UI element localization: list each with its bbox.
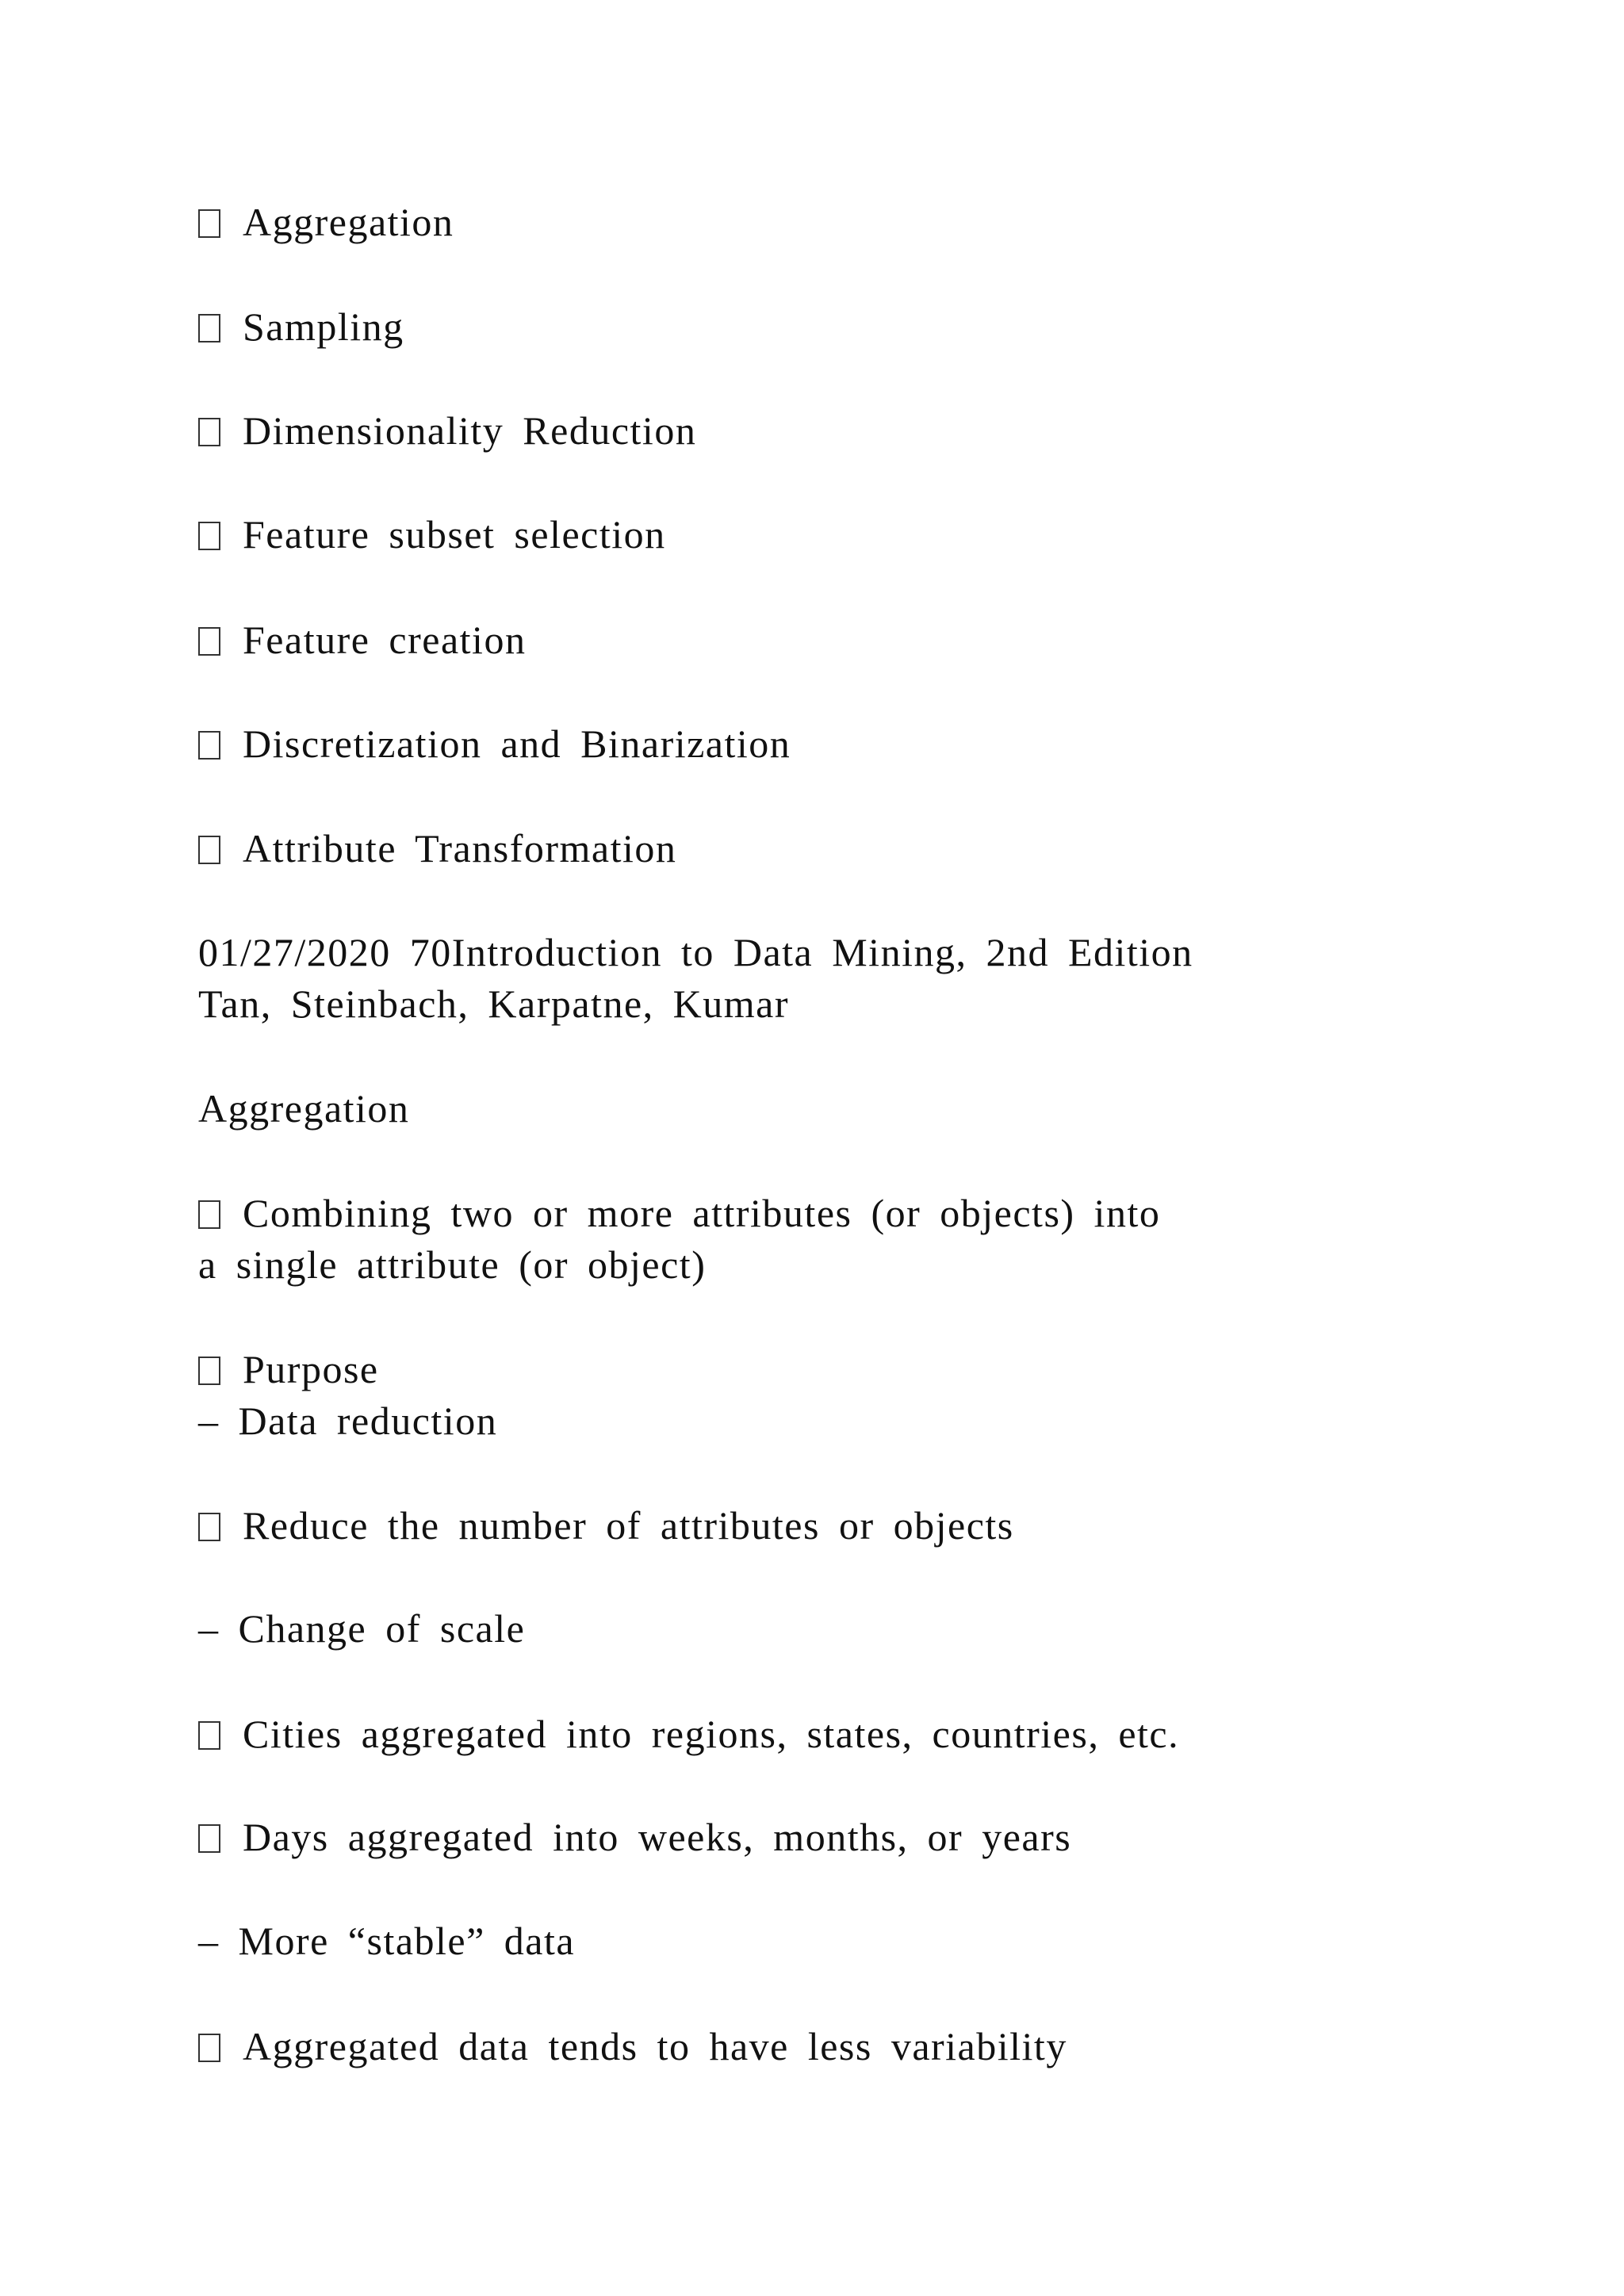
bullet-text: Purpose [243,1347,379,1391]
footer-line-2: Tan, Steinbach, Karpatne, Kumar [198,982,789,1026]
dash-item-change-of-scale: – Change of scale [198,1606,526,1651]
bullet-text: Sampling [243,304,404,349]
bullet-box-icon [198,522,220,550]
footer-line-1: 01/27/2020 70Introduction to Data Mining, 2nd Edition [198,930,1193,974]
bullet-item-aggregation [198,197,454,247]
bullet-box-icon [198,731,220,760]
bullet-item-feature-subset-selection [198,509,666,560]
bullet-text: Reduce the number of attributes or objects [243,1503,1014,1548]
bullet-text: Feature subset selection [243,512,666,557]
bullet-text: Combining two or more attributes (or objects) into [243,1191,1161,1235]
bullet-item-variability [198,2021,1067,2072]
bullet-text: Feature creation [243,618,527,662]
bullet-item-days [198,1812,1071,1862]
bullet-box-icon [198,1824,220,1853]
bullet-item-cities [198,1709,1179,1759]
bullet-item-dimensionality-reduction [198,405,696,456]
bullet-box-icon [198,418,220,446]
bullet-item-purpose [198,1344,379,1395]
dash-item-stable-data: – More “stable” data [198,1919,576,1963]
bullet-text: Attribute Transformation [243,826,677,871]
bullet-item-sampling [198,301,404,352]
bullet-box-icon [198,314,220,342]
bullet-item-attribute-transformation [198,823,676,874]
dash-item-data-reduction: – Data reduction [198,1399,498,1443]
bullet-item-discretization [198,718,791,769]
bullet-box-icon [198,1721,220,1750]
section-heading: Aggregation [198,1086,410,1131]
bullet-text: Discretization and Binarization [243,721,791,766]
bullet-text: Dimensionality Reduction [243,408,697,453]
bullet-item-reduce [198,1500,1014,1551]
bullet-item-combining [198,1188,1160,1238]
bullet-box-icon [198,627,220,656]
bullet-box-icon [198,1357,220,1385]
bullet-box-icon [198,1513,220,1541]
bullet-text: Aggregated data tends to have less variability [243,2024,1067,2068]
combining-continuation: a single attribute (or object) [198,1242,707,1287]
bullet-text: Aggregation [243,200,454,244]
bullet-box-icon [198,836,220,864]
bullet-text: Cities aggregated into regions, states, countries, etc. [243,1712,1180,1756]
bullet-box-icon [198,209,220,238]
bullet-item-feature-creation [198,614,526,665]
bullet-text: Days aggregated into weeks, months, or years [243,1815,1072,1859]
bullet-box-icon [198,2034,220,2062]
bullet-box-icon [198,1200,220,1229]
